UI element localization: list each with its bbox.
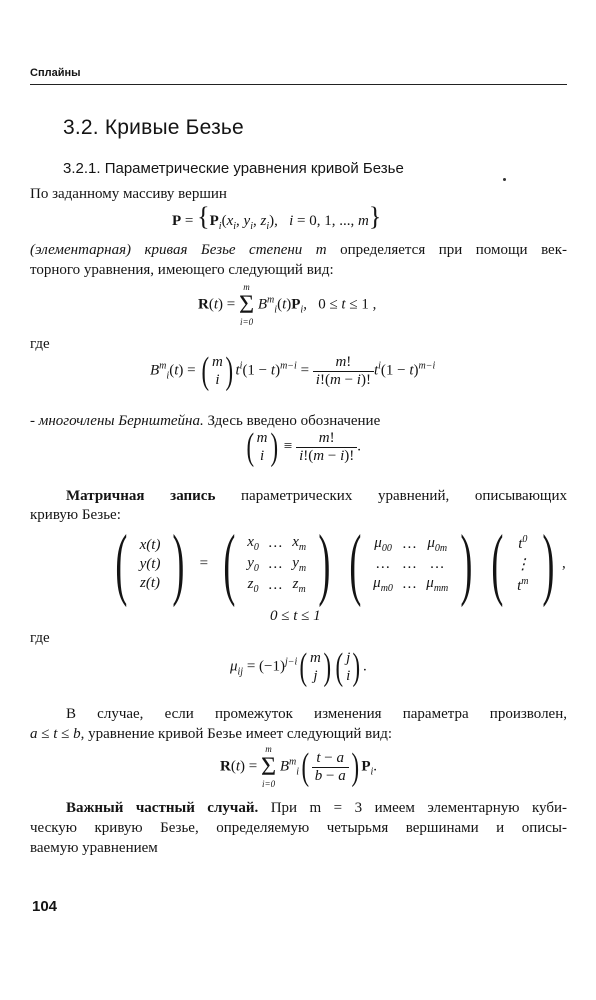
running-header: Сплайны xyxy=(30,67,81,79)
label-where-2: где xyxy=(30,630,50,646)
paragraph-bernstein: - многочлены Бернштейна. Здесь введено обозначение xyxy=(30,413,381,429)
matrix-mu: $\mu_{00}$ … $\mu_{0m}$ … … … $\mu_{m0}$ … $\mu_{mm}$ xyxy=(373,534,449,594)
paragraph-vertices-intro: По заданному массиву вершин xyxy=(30,186,227,202)
paragraph-interval: В случае, если промежуток изменения параметра произволен, xyxy=(66,706,567,722)
equation-range: 0 ≤ t ≤ 1 xyxy=(270,608,321,624)
equation-vertices: $P = \{P_i(x_i$, $y_i$, $z_i$), i = 0, 1, ..., m} xyxy=(172,202,382,232)
bernstein-term: - многочлены Бернштейна. xyxy=(30,413,204,429)
label-where-1: где xyxy=(30,336,50,352)
paragraph-cubic-line2: ческую кривую Безье, определяемую четырьмя вершинами и описы- xyxy=(30,820,567,836)
matrix-term: Матричная запись xyxy=(66,488,216,504)
subsection-title: 3.2.1. Параметрические уравнения кривой Безье xyxy=(63,160,404,177)
interval-math: a ≤ t ≤ b xyxy=(30,726,81,742)
paragraph-matrix-line2: кривую Безье: xyxy=(30,507,121,523)
paragraph-matrix: Матричная запись параметрических уравнений, описывающих xyxy=(66,488,567,504)
matrix-points: $x_0$ … $x_m$ $y_0$ … $y_m$ $z_0$ … $z_m$ xyxy=(247,533,307,595)
paragraph-cubic-line3: ваемую уравнением xyxy=(30,840,158,856)
page-number: 104 xyxy=(32,898,58,915)
paragraph-definition: (элементарная) кривая Безье степени m определяется при помощи век- xyxy=(30,242,568,258)
paragraph-interval-line2: a ≤ t ≤ b, уравнение кривой Безье имеет следующий вид: xyxy=(30,726,393,742)
matrix-xyz: x(t) y(t) z(t) xyxy=(139,536,161,591)
definition-term: (элементарная) кривая Безье степени m xyxy=(30,242,327,258)
paragraph-cubic: Важный частный случай. При m = 3 имеем элементарную куби- xyxy=(66,800,567,816)
header-rule xyxy=(30,84,567,85)
paragraph-definition-line2: торного уравнения, имеющего следующий вид: xyxy=(30,262,334,278)
section-title: 3.2. Кривые Безье xyxy=(63,116,244,139)
equation-matrix: ( x(t) y(t) z(t) ) = ( $x_0$ … $x_m$ $y_0$ … $y_m$ $z_0$ … $z_m$ ) ( $\mu_{00}$ … $\mu_{0m}$ … … … $\mu_{m0}$ … $\mu_{mm}$ ) ( $t^0$ ⋮ $t^m$ ) , xyxy=(115,520,566,608)
equation-curve-ab: R(t) = m Σ i=0 $B^m_i$( $\frac{t - a}{b - a}$ ) $P_i$. xyxy=(220,744,378,789)
equation-curve: R(t) = m Σ i=0 $B^m_i(t)P_i$, 0 ≤ t ≤ 1 , xyxy=(198,282,377,327)
stray-dot xyxy=(503,178,506,181)
cubic-term: Важный частный случай. xyxy=(66,800,259,816)
equation-binomial: ( m i ) ≡ $\frac{m!}{i!(m - i)!}$ . xyxy=(246,426,362,468)
equation-bernstein: $B^m_i(t)$ = ( m i ) $t^i(1 - t)^{m-i}$ = $\frac{m!}{i!(m - i)!}$ $t^i(1 - t)^{m-i}$ xyxy=(150,350,436,392)
matrix-t: $t^0$ ⋮ $t^m$ xyxy=(515,533,531,594)
equation-mu: $\mu_{ij} = (-1)^{j-i}$( m j ) ( j i) . xyxy=(230,646,367,688)
